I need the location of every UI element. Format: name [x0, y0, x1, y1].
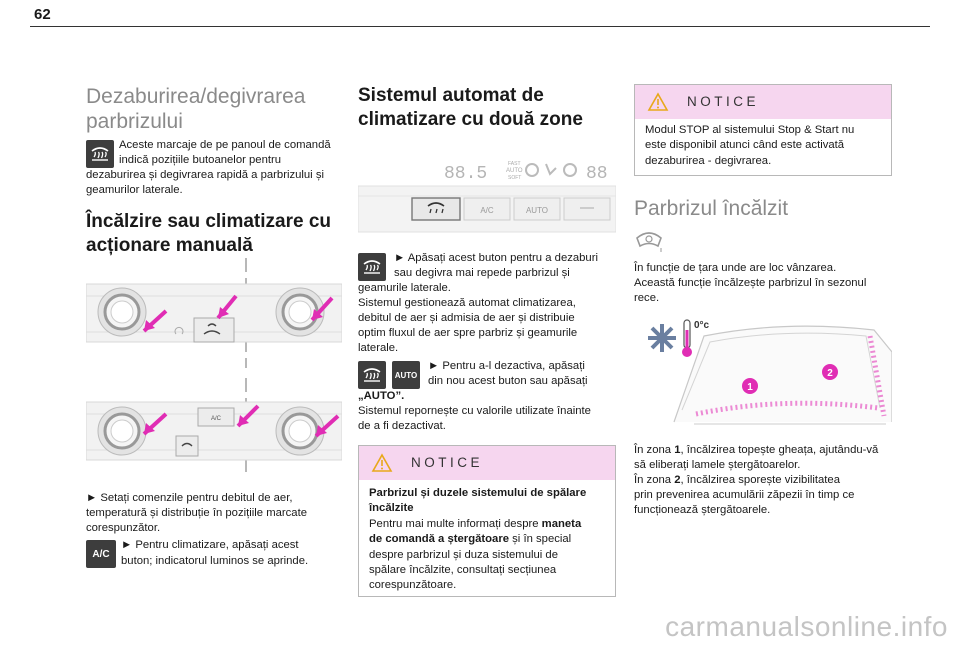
intro-text-2: indică pozițiile butoanelor pentru — [119, 154, 282, 166]
zone2-text-3: funcționează ștergătoarele. — [634, 504, 771, 516]
notice-label: NOTICE — [687, 94, 760, 109]
panel-temp-left: 88.5 — [444, 164, 488, 184]
heated-windscreen-icon — [634, 226, 664, 254]
notice-box-stop-start — [634, 84, 892, 176]
section-title-defrost: Dezaburirea/degivrarea parbrizului — [86, 85, 306, 133]
auto-step1-text-2: sau degivra mai repede parbrizul și — [394, 267, 570, 279]
notice-line-2-bold: de comandă a ștergătoare — [369, 533, 510, 546]
notice-body — [369, 486, 607, 594]
zone2-suffix: , încălzirea sporește vizibilitatea — [680, 474, 840, 486]
auto-restart-2: de a fi dezactivat. — [358, 420, 446, 432]
notice-title-1: Parbrizul și duzele sistemului de spălare — [369, 487, 587, 499]
notice-line-5: corespunzătoare. — [369, 579, 457, 592]
notice-line-1: Modul STOP al sistemului Stop & Start nu — [645, 124, 855, 136]
step2-text-2: buton; indicatorul luminos se aprinde. — [121, 555, 309, 567]
subtitle-manual-1: Încălzire sau climatizare cu — [86, 211, 332, 232]
notice-line-2 — [369, 532, 607, 547]
auto-icon: AUTO — [392, 361, 420, 389]
step2-text-1: ► Pentru climatizare, apăsați acest — [121, 539, 299, 551]
panel-auto-label: AUTO — [506, 168, 523, 174]
zone1-number: 1 — [674, 444, 681, 456]
auto-desc-3: optim fluxul de aer spre parbriz și geamurile — [358, 327, 578, 339]
zone1-suffix: , încălzirea topește gheața, ajutându-vă — [680, 444, 879, 456]
intro-text-3: dezaburirea și degivrarea rapidă a parbrizului și — [86, 169, 324, 181]
notice-line-1-text: Pentru mai multe informați despre — [369, 517, 539, 530]
heated-desc-3: rece. — [634, 292, 660, 304]
auto-desc-4: laterale. — [358, 342, 399, 354]
intro-text-4: geamurilor laterale. — [86, 184, 183, 196]
zone-2-marker: 2 — [827, 368, 833, 379]
zone1-text-2: să eliberați lamele ștergătoarelor. — [634, 459, 801, 471]
auto-step2-text-3: „AUTO”. — [358, 390, 405, 402]
warning-triangle-icon — [647, 92, 669, 112]
ac-icon: A/C — [86, 540, 116, 568]
heated-desc-2: Această funcție încălzește parbrizul în sezonul — [634, 277, 867, 289]
notice-title-2: încălzite — [369, 502, 414, 515]
watermark: carmanualsonline.info — [665, 611, 948, 642]
auto-panel-figure — [358, 150, 616, 240]
notice-line-2: este disponibil atunci când este activată — [645, 139, 845, 152]
auto-step1-text-3: geamurile laterale. — [358, 282, 451, 294]
zone-1-marker: 1 — [747, 382, 753, 393]
panel-ac-button: A/C — [480, 206, 494, 215]
notice-label: NOTICE — [411, 455, 484, 470]
defrost-icon — [358, 361, 386, 389]
notice-header — [359, 446, 615, 480]
panel-soft-label: SOFT — [508, 175, 522, 181]
auto-step1-text-1: ► Apăsați acest buton pentru a dezaburi — [394, 252, 598, 264]
section-title-auto-2: climatizare cu două zone — [358, 109, 583, 130]
heated-windscreen-figure — [634, 312, 892, 430]
zone2-number: 2 — [674, 474, 681, 486]
notice-line-2-text: și în special — [512, 533, 572, 546]
notice-line-3: despre parbrizul și duza sistemului de — [369, 548, 559, 561]
notice-line-3: dezaburirea - degivrarea. — [645, 154, 772, 167]
page-number: 62 — [34, 6, 51, 23]
zone1-prefix: În zona — [634, 444, 672, 456]
zone2-text-2: prin prevenirea acumulării zăpezii în timp ce — [634, 489, 855, 501]
auto-restart-1: Sistemul repornește cu valorile utilizate înainte — [358, 405, 591, 417]
notice-body — [645, 123, 883, 169]
auto-desc-1: Sistemul gestionează automat climatizarea, — [358, 297, 576, 309]
panel-temp-right: 88 — [586, 164, 608, 184]
notice-line-1 — [369, 517, 607, 532]
auto-step2-text-2: din nou acest buton sau apăsați — [428, 375, 588, 387]
top-rule — [30, 26, 930, 27]
defrost-icon — [358, 253, 386, 281]
auto-desc-2: debitul de aer și admisia de aer și distribuie — [358, 312, 575, 324]
step1-text-3: corespunzător. — [86, 522, 161, 534]
zone2-text-1 — [634, 473, 840, 488]
section-title-heated-windscreen: Parbrizul încălzit — [634, 197, 789, 220]
warning-triangle-icon — [371, 453, 393, 473]
step1-text-2: temperatură și distribuție în pozițiile marcate — [86, 507, 308, 519]
panel-fast-label: FAST — [508, 161, 521, 167]
subtitle-manual-2: acționare manuală — [86, 235, 253, 256]
auto-step2-text-1: ► Pentru a-l dezactiva, apăsați — [428, 360, 585, 372]
notice-box-heated-windscreen — [358, 445, 616, 597]
notice-header — [635, 85, 891, 119]
heated-desc-1: În funcție de țara unde are loc vânzarea. — [634, 262, 837, 274]
step1-text-1: ► Setați comenzile pentru debitul de aer, — [86, 492, 293, 504]
zone1-text-1 — [634, 443, 878, 458]
section-title-auto-1: Sistemul automat de — [358, 85, 544, 106]
intro-text-1: Aceste marcaje de pe panoul de comandă — [119, 139, 331, 151]
notice-line-1-bold: maneta — [541, 517, 582, 530]
ac-button-label: A/C — [210, 416, 222, 422]
panel-auto-button: AUTO — [525, 206, 549, 215]
defrost-icon — [86, 140, 114, 168]
temperature-label: 0°c — [694, 320, 710, 331]
notice-line-4: spălare încălzite, consultați secțiunea — [369, 564, 557, 577]
zone2-prefix: În zona — [634, 474, 672, 486]
manual-panel-figure — [86, 256, 342, 476]
